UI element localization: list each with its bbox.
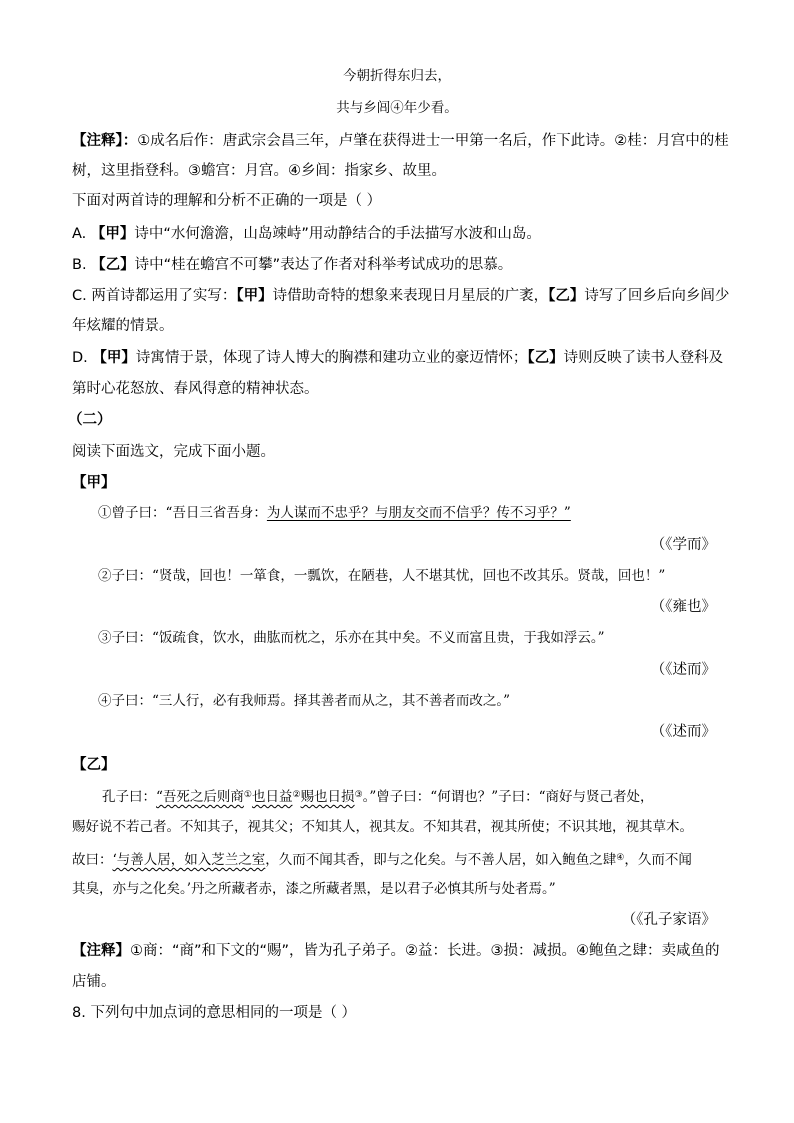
option-c-line-2: 年炫耀的情景。 bbox=[72, 318, 174, 334]
question7-option-c-cont bbox=[72, 316, 174, 336]
yi-wavy-3: 赐也日损 bbox=[300, 789, 355, 805]
option-d-mid: 诗寓情于景，体现了诗人博大的胸襟和建功立业的豪迈情怀； bbox=[135, 350, 528, 366]
note1-text-1: ①成名后作：唐武宗会昌三年，卢肇在获得进士一甲第一名后，作下此诗。②桂：月宫中的桂 bbox=[137, 133, 729, 149]
item1-source-text: （《学而》 bbox=[650, 537, 716, 553]
yi-label bbox=[72, 755, 116, 775]
option-d-line-2: 第时心花怒放、春风得意的精神状态。 bbox=[72, 381, 319, 397]
jia-item-2-source bbox=[651, 597, 716, 617]
poem-line-2-text-b: 年少看。 bbox=[403, 100, 458, 116]
option-c-mid: 诗借助奇特的想象来表现日月星辰的广袤， bbox=[272, 288, 549, 304]
item1-text: 曾子曰：“吾日三省吾身： bbox=[111, 505, 267, 521]
yi-line-3-lead: 故曰： bbox=[72, 852, 113, 868]
note2-text-2: 店铺。 bbox=[72, 974, 116, 990]
question7-stem-text: 下面对两首诗的理解和分析不正确的一项是（ ） bbox=[72, 193, 382, 209]
jia-item-1-source bbox=[651, 535, 716, 555]
item3-source-text: （《述而》 bbox=[650, 662, 716, 678]
note-marker-3: ③ bbox=[354, 790, 363, 800]
note1-text-2: 树，这里指登科。③蟾宫：月宫。④乡闾：指家乡、故里。 bbox=[72, 163, 446, 179]
note2-line-2 bbox=[72, 972, 116, 992]
option-d-tag-2: 【乙】 bbox=[527, 350, 564, 366]
item2-source-text: （《雍也》 bbox=[650, 599, 716, 615]
note1-line-1 bbox=[72, 131, 729, 151]
option-a-tag: 【甲】 bbox=[90, 226, 135, 242]
yi-line-1 bbox=[102, 785, 654, 807]
option-b-text: 诗中“桂在蟾宫不可攀”表达了作者对科举考试成功的思慕。 bbox=[134, 257, 513, 273]
option-c-end: 诗写了回乡后向乡闾少 bbox=[584, 288, 730, 304]
note-marker-2: ② bbox=[292, 790, 301, 800]
question7-option-d-cont bbox=[72, 379, 319, 399]
note1-line-2 bbox=[72, 161, 446, 181]
option-c-tag-2: 【乙】 bbox=[548, 288, 585, 304]
jia-item-1 bbox=[98, 503, 571, 523]
yi-line-1-rest: 。”曾子曰：“何谓也？”子曰：“商好与贤己者处， bbox=[362, 789, 654, 805]
section2-instruction-text: 阅读下面选文，完成下面小题。 bbox=[72, 444, 275, 460]
jia-item-2 bbox=[98, 566, 665, 586]
note1-label: 【注释】： bbox=[72, 133, 138, 149]
item3-text: 子曰：“饭疏食，饮水，曲肱而枕之，乐亦在其中矣。不义而富且贵，于我如浮云。” bbox=[111, 630, 605, 646]
yi-line-3-mid: ，久而不闻其香，即与之化矣。与不善人居，如入鲍鱼之肆 bbox=[265, 852, 617, 868]
jia-label-text: 【甲】 bbox=[72, 475, 116, 491]
option-c-prefix: C. 两首诗都运用了实写： bbox=[72, 288, 237, 304]
yi-line-3-end: ，久而不闻 bbox=[624, 852, 692, 868]
item4-source-text: （《述而》 bbox=[650, 724, 716, 740]
question7-option-d bbox=[72, 348, 723, 368]
yi-line-4-text: 其臭，亦与之化矣。’丹之所藏者赤，漆之所藏者黑，是以君子必慎其所与处者焉。” bbox=[72, 881, 556, 897]
jia-label bbox=[72, 473, 116, 493]
jia-item-3 bbox=[98, 628, 605, 648]
note-marker-4: ④ bbox=[616, 853, 625, 863]
question8-stem-text: 8. 下列句中加点词的意思相同的一项是（ ） bbox=[72, 1005, 357, 1021]
question7-option-a bbox=[72, 224, 541, 244]
item1-underlined-text: 为人谋而不忠乎？与朋友交而不信乎？传不习乎？” bbox=[266, 505, 571, 521]
section2-heading bbox=[68, 410, 112, 430]
item2-number: ② bbox=[98, 568, 112, 584]
yi-wavy-4: ‘与善人居，如入芝兰之室 bbox=[112, 852, 266, 868]
yi-wavy-1: “吾死之后则商 bbox=[156, 789, 244, 805]
yi-line-3 bbox=[72, 848, 692, 870]
option-a-prefix: A. bbox=[72, 226, 91, 242]
poem-line-1-text: 今朝折得东归去， bbox=[343, 68, 451, 84]
item4-number: ④ bbox=[98, 693, 112, 709]
yi-line-1-lead: 孔子曰： bbox=[102, 789, 156, 805]
option-a-text: 诗中“水何澹澹，山岛竦峙”用动静结合的手法描写水波和山岛。 bbox=[134, 226, 541, 242]
option-b-prefix: B. bbox=[72, 257, 92, 273]
poem-note-marker: ④ bbox=[390, 100, 404, 116]
note2-line-1 bbox=[72, 941, 720, 961]
option-b-tag: 【乙】 bbox=[91, 257, 135, 273]
jia-item-4-source bbox=[651, 722, 716, 742]
jia-item-4 bbox=[98, 691, 510, 711]
question7-stem bbox=[72, 191, 381, 211]
option-d-tag-1: 【甲】 bbox=[92, 350, 136, 366]
yi-line-2 bbox=[72, 817, 693, 837]
option-d-prefix: D. bbox=[72, 350, 93, 366]
poem-line-2 bbox=[0, 98, 794, 118]
item2-text: 子曰：“贤哉，回也！一箪食，一瓢饮，在陋巷，人不堪其忧，回也不改其乐。贤哉，回也！” bbox=[111, 568, 666, 584]
option-c-tag-1: 【甲】 bbox=[236, 288, 273, 304]
yi-line-4 bbox=[72, 879, 556, 899]
yi-label-text: 【乙】 bbox=[72, 757, 116, 773]
item1-number: ① bbox=[98, 505, 112, 521]
yi-source bbox=[622, 910, 716, 930]
item4-text: 子曰：“三人行，必有我师焉。择其善者而从之，其不善者而改之。” bbox=[111, 693, 511, 709]
note-marker-1: ① bbox=[243, 790, 252, 800]
jia-item-3-source bbox=[651, 660, 716, 680]
yi-wavy-2: 也日益 bbox=[251, 789, 293, 805]
question7-option-b bbox=[72, 255, 512, 275]
yi-source-text: （《孔子家语》 bbox=[621, 912, 716, 928]
option-d-end: 诗则反映了读书人登科及 bbox=[563, 350, 724, 366]
note2-label: 【注释】 bbox=[72, 943, 130, 959]
section2-heading-text: （二） bbox=[68, 412, 112, 428]
poem-line-1 bbox=[0, 66, 794, 86]
question7-option-c bbox=[72, 286, 729, 306]
poem-line-2-text-a: 共与乡闾 bbox=[336, 100, 391, 116]
question8-stem bbox=[72, 1003, 356, 1023]
note2-text-1: ①商：“商”和下文的“赐”，皆为孔子弟子。②益：长进。③损：减损。④鲍鱼之肆：卖咸鱼的 bbox=[130, 943, 720, 959]
yi-line-2-text: 赐好说不若己者。不知其子，视其父；不知其人，视其友。不知其君，视其所使；不识其地，视其草木。 bbox=[72, 819, 693, 835]
item3-number: ③ bbox=[98, 630, 112, 646]
section2-instruction bbox=[72, 442, 275, 462]
